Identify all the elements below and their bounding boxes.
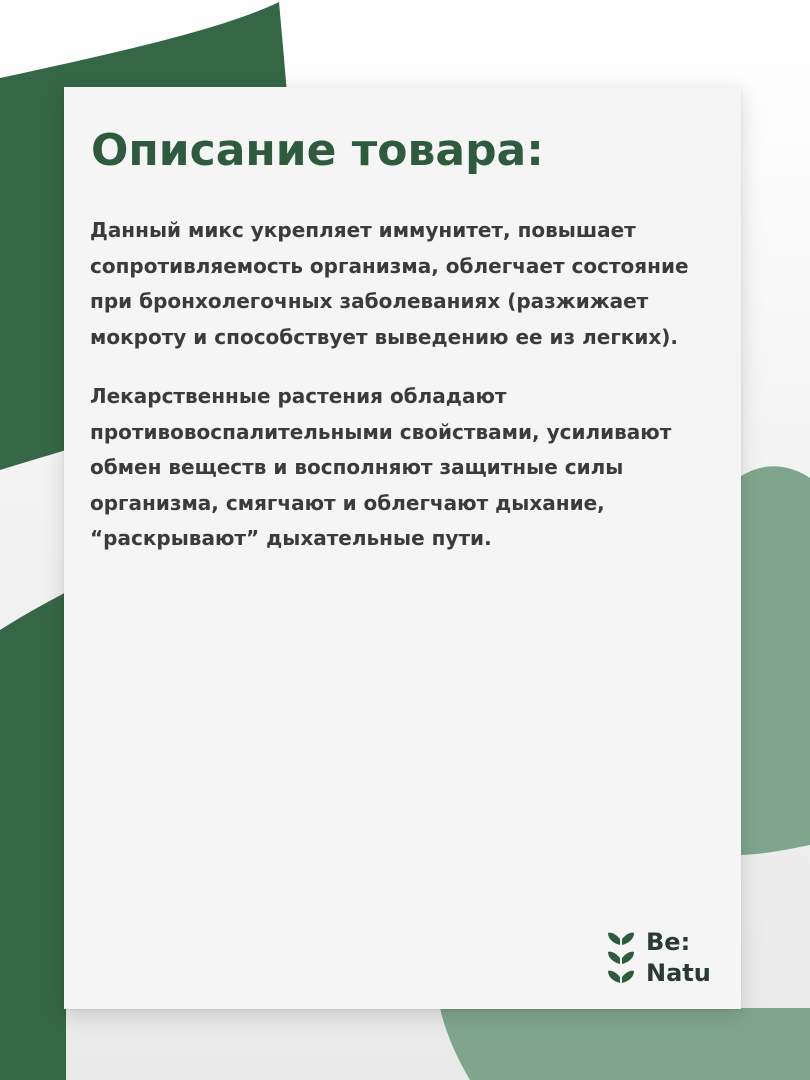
text-line: мокроту и способствует выведению ее из легких). — [90, 324, 679, 349]
light-green-blob-right — [738, 466, 810, 855]
text-line: Данный микс укрепляет иммунитет, повышает — [90, 218, 636, 242]
brand-name-line-2: Natu — [646, 959, 711, 987]
dark-green-blob-bottom — [0, 592, 66, 1080]
text-line: организма, смягчают и облегчают дыхание, — [90, 490, 605, 515]
brand-name — [646, 927, 711, 989]
text-line: сопротивляемость организма, облегчает состояние — [90, 253, 689, 278]
text-line: противовоспалительными свойствами, усиливают — [90, 419, 672, 444]
page-title: Описание товара: — [91, 125, 544, 176]
text-line: обмен веществ и восполняют защитные силы — [90, 455, 624, 479]
text-line: Лекарственные растения обладают — [90, 384, 507, 408]
description-paragraph-2 — [90, 379, 710, 557]
text-line: при бронхолегочных заболеваниях (разжижает — [90, 289, 649, 313]
description-card — [64, 87, 741, 1009]
text-line: “раскрывают” дыхательные пути. — [90, 526, 492, 550]
brand-name-line-1: Be: — [646, 928, 691, 956]
leaf-sprout-icon — [607, 931, 635, 987]
brand-logo — [607, 927, 727, 991]
light-green-blob-bottom — [440, 1008, 810, 1080]
description-paragraph-1 — [90, 213, 710, 355]
